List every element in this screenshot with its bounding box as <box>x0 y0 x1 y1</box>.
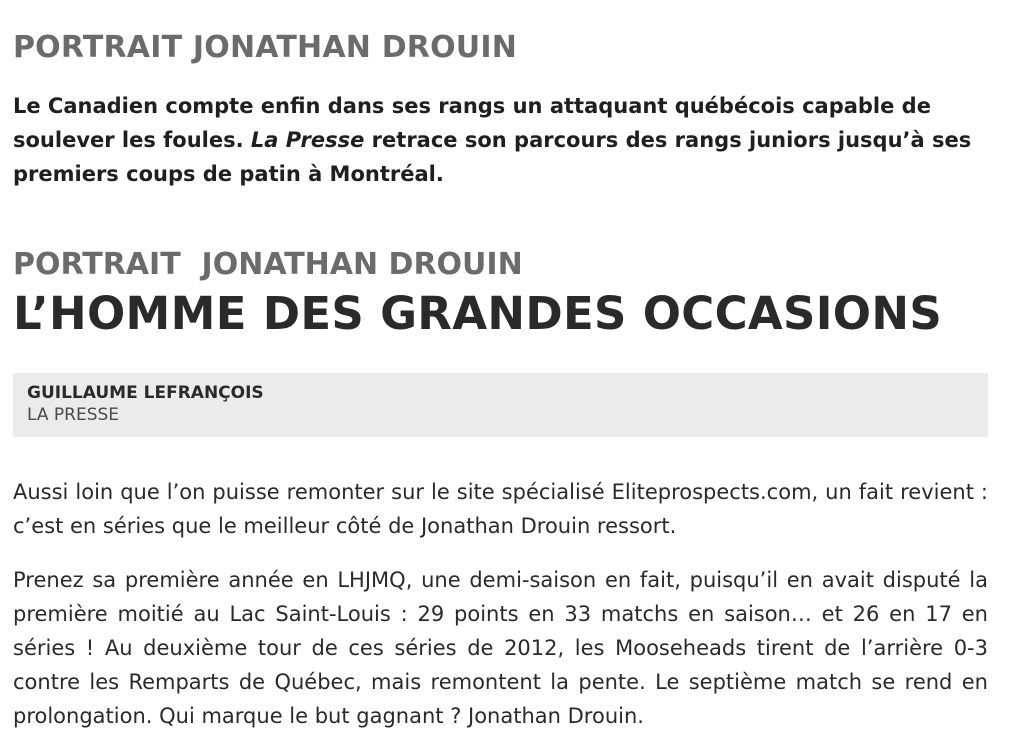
lede-text-end: retrace son parcours des rangs juniors jusqu’à ses premiers coups de patin à Montréal. <box>13 128 972 186</box>
lede-text-start: Le Canadien compte enfin dans ses rangs un attaquant québécois capable de soulever les foules. <box>13 94 931 152</box>
byline-author[interactable]: GUILLAUME LEFRANÇOIS <box>27 383 264 403</box>
byline-organization: LA PRESSE <box>27 405 120 425</box>
article-kicker: PORTRAIT JONATHAN DROUIN <box>13 247 523 282</box>
article-paragraph: Aussi loin que l’on puisse remonter sur le site spécialisé Eliteprospects.com, un fait revient : c’est en séries que le meilleur côté de Jonathan Drouin ressort. <box>13 480 988 538</box>
teaser-lede <box>13 89 988 191</box>
publication-name: La Presse <box>250 128 365 152</box>
article-headline: L’HOMME DES GRANDES OCCASIONS <box>13 287 943 340</box>
byline-box <box>13 373 988 437</box>
article-paragraph: Prenez sa première année en LHJMQ, une demi-saison en fait, puisqu’il en avait disputé la première moitié au Lac Saint-Louis : 29 points en 33 matchs en saison… et 26 en 17 en séries ! Au deuxième tour de ces séries de 2012, les Mooseheads tirent de l’arrière 0-3 contre les Remparts de Québec, mais remontent la pente. Le septième match se rend en prolongation. Qui marque le but gagnant ? Jonathan Drouin. <box>13 568 988 728</box>
teaser-kicker: PORTRAIT JONATHAN DROUIN <box>13 30 518 65</box>
